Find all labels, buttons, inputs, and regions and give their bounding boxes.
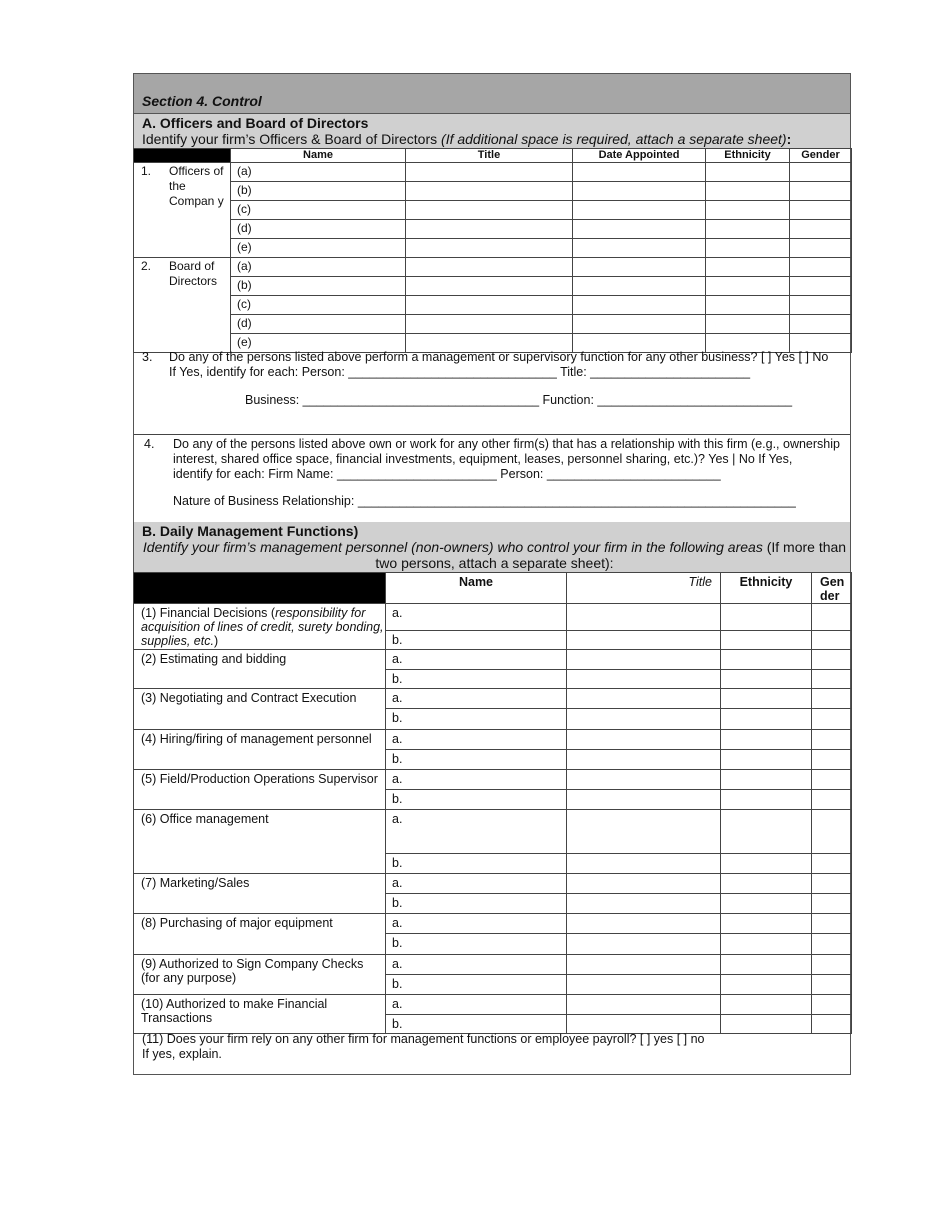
- function-row: [134, 914, 852, 934]
- management-functions-table: [133, 572, 852, 1034]
- ethnicity-cell[interactable]: [706, 163, 790, 182]
- name-cell[interactable]: b.: [386, 670, 567, 689]
- ethnicity-cell[interactable]: [721, 770, 812, 790]
- name-cell[interactable]: b.: [386, 790, 567, 810]
- gender-cell[interactable]: [812, 709, 852, 730]
- part-a-instruction: Identify your firm’s Officers & Board of Directors (If additional space is required, attach a separate sheet):: [142, 131, 792, 147]
- function-row: [134, 955, 852, 975]
- ethnicity-cell[interactable]: [721, 934, 812, 955]
- name-cell[interactable]: a.: [386, 730, 567, 750]
- gender-cell[interactable]: [812, 854, 852, 874]
- name-cell[interactable]: b.: [386, 934, 567, 955]
- gender-cell[interactable]: [790, 220, 852, 239]
- gender-cell[interactable]: [812, 874, 852, 894]
- gender-cell[interactable]: [812, 631, 852, 650]
- gender-cell[interactable]: [812, 934, 852, 955]
- gender-cell[interactable]: [790, 182, 852, 201]
- title-cell[interactable]: [406, 201, 573, 220]
- gender-cell[interactable]: [812, 689, 852, 709]
- q3-divider: [134, 434, 850, 435]
- title-cell[interactable]: [567, 790, 721, 810]
- col-name: Name: [386, 573, 567, 604]
- ethnicity-cell[interactable]: [721, 1015, 812, 1034]
- col-title: Title: [567, 573, 721, 604]
- name-cell[interactable]: b.: [386, 894, 567, 914]
- date-appointed-cell[interactable]: [573, 182, 706, 201]
- function-label: (7) Marketing/Sales: [134, 874, 386, 914]
- title-cell[interactable]: [406, 182, 573, 201]
- gender-cell[interactable]: [812, 604, 852, 631]
- officer-row: [134, 220, 852, 239]
- ethnicity-cell[interactable]: [721, 914, 812, 934]
- function-label: (1) Financial Decisions (responsibility for acquisition of lines of credit, surety bonding, supplies, etc.): [134, 604, 386, 650]
- ethnicity-cell[interactable]: [721, 750, 812, 770]
- function-label: (5) Field/Production Operations Supervisor: [134, 770, 386, 810]
- title-cell[interactable]: [406, 277, 573, 296]
- date-appointed-cell[interactable]: [573, 277, 706, 296]
- ethnicity-cell[interactable]: [721, 854, 812, 874]
- name-cell[interactable]: (a): [231, 163, 406, 182]
- name-cell[interactable]: (b): [231, 182, 406, 201]
- function-row: [134, 810, 852, 854]
- ethnicity-cell[interactable]: [706, 296, 790, 315]
- group-number: 2.: [141, 259, 152, 273]
- ethnicity-cell[interactable]: [721, 995, 812, 1015]
- ethnicity-cell[interactable]: [721, 670, 812, 689]
- function-label: (9) Authorized to Sign Company Checks (for any purpose): [134, 955, 386, 995]
- date-appointed-cell[interactable]: [573, 163, 706, 182]
- col-name: Name: [231, 149, 406, 163]
- gender-cell[interactable]: [790, 163, 852, 182]
- name-cell[interactable]: a.: [386, 770, 567, 790]
- gender-cell[interactable]: [790, 315, 852, 334]
- name-cell[interactable]: (b): [231, 277, 406, 296]
- title-cell[interactable]: [567, 975, 721, 995]
- group-board: [134, 258, 231, 353]
- officers-table: [133, 148, 852, 353]
- part-b-instruction: Identify your firm’s management personnel (non-owners) who control your firm in the following areas (If more than two persons, attach a separate sheet):: [142, 539, 847, 571]
- function-label: (4) Hiring/firing of management personnel: [134, 730, 386, 770]
- title-cell[interactable]: [406, 239, 573, 258]
- name-cell[interactable]: a.: [386, 955, 567, 975]
- title-cell[interactable]: [406, 220, 573, 239]
- title-cell[interactable]: [567, 709, 721, 730]
- name-cell[interactable]: b.: [386, 709, 567, 730]
- officer-row: [134, 315, 852, 334]
- name-cell[interactable]: (d): [231, 315, 406, 334]
- gender-cell[interactable]: [812, 995, 852, 1015]
- function-row: [134, 995, 852, 1015]
- gender-cell[interactable]: [790, 258, 852, 277]
- ethnicity-cell[interactable]: [706, 182, 790, 201]
- name-cell[interactable]: (e): [231, 334, 406, 353]
- section-title-bar: [134, 74, 850, 114]
- title-cell[interactable]: [567, 874, 721, 894]
- gender-cell[interactable]: [812, 650, 852, 670]
- name-cell[interactable]: a.: [386, 810, 567, 854]
- name-cell[interactable]: a.: [386, 689, 567, 709]
- name-cell[interactable]: a.: [386, 995, 567, 1015]
- title-cell[interactable]: [567, 670, 721, 689]
- title-cell[interactable]: [406, 315, 573, 334]
- title-cell[interactable]: [567, 750, 721, 770]
- officer-row: [134, 182, 852, 201]
- name-cell[interactable]: b.: [386, 1015, 567, 1034]
- part-a-header: [134, 114, 850, 148]
- function-label: (3) Negotiating and Contract Execution: [134, 689, 386, 730]
- name-cell[interactable]: (e): [231, 239, 406, 258]
- name-cell[interactable]: a.: [386, 604, 567, 631]
- col-gender: Gender: [790, 149, 852, 163]
- ethnicity-cell[interactable]: [706, 277, 790, 296]
- date-appointed-cell[interactable]: [573, 239, 706, 258]
- title-cell[interactable]: [567, 770, 721, 790]
- col-ethnicity: Ethnicity: [706, 149, 790, 163]
- gender-cell[interactable]: [812, 894, 852, 914]
- title-cell[interactable]: [567, 604, 721, 631]
- ethnicity-cell[interactable]: [706, 239, 790, 258]
- ethnicity-cell[interactable]: [721, 631, 812, 650]
- part-b-heading: B. Daily Management Functions): [142, 523, 359, 539]
- officer-row: [134, 296, 852, 315]
- gender-cell[interactable]: [812, 975, 852, 995]
- name-cell[interactable]: a.: [386, 650, 567, 670]
- function-row: [134, 874, 852, 894]
- part-a-heading: A. Officers and Board of Directors: [142, 115, 369, 131]
- title-cell[interactable]: [406, 163, 573, 182]
- name-cell[interactable]: b.: [386, 631, 567, 650]
- gender-cell[interactable]: [790, 239, 852, 258]
- section-title: Section 4. Control: [142, 93, 262, 109]
- title-cell[interactable]: [567, 995, 721, 1015]
- title-cell[interactable]: [567, 854, 721, 874]
- part-b-header: [134, 522, 850, 572]
- function-row: [134, 604, 852, 631]
- header-blank: [134, 149, 231, 163]
- title-cell[interactable]: [567, 914, 721, 934]
- ethnicity-cell[interactable]: [721, 955, 812, 975]
- col-ethnicity: Ethnicity: [721, 573, 812, 604]
- ethnicity-cell[interactable]: [721, 730, 812, 750]
- function-row: [134, 650, 852, 670]
- gender-cell[interactable]: [812, 770, 852, 790]
- gender-cell[interactable]: [812, 955, 852, 975]
- title-cell[interactable]: [567, 689, 721, 709]
- name-cell[interactable]: a.: [386, 874, 567, 894]
- function-row: [134, 730, 852, 750]
- function-label: (6) Office management: [134, 810, 386, 874]
- function-row: [134, 770, 852, 790]
- question-11: (11) Does your firm rely on any other firm for management functions or employee payroll? [ ] yes [ ] no If yes, explain.: [142, 1032, 705, 1061]
- ethnicity-cell[interactable]: [721, 790, 812, 810]
- gender-cell[interactable]: [812, 790, 852, 810]
- ethnicity-cell[interactable]: [721, 709, 812, 730]
- group-number: 1.: [141, 164, 152, 178]
- officer-row: [134, 163, 852, 182]
- section-4-form: Section 4. Control A. Officers and Board of Directors Identify your firm’s Officers & Board of Directors (If additional space is required, attach a separate sheet): Name Title Date Appointed Ethnicity Gender 1. Officers of the Compan y (a) (b) (c) (d) (e) 2. Board of Directors (a) (b) (c) (d) (e) 3. Do any of the persons listed above perform a management or supervisory function for any other business? [ ] Yes [ ] No If Yes, identify for each: Person: ______________________________ Title: _______________________ Business: __________________________________ Function: ____________________________ 4. Do any of the persons listed above own or work for any other firm(s) that has a relationship with this firm (e.g., ownership interest, shared office space, financial investments, equipment, leases, personnel sharing, etc.)? Yes | No If Yes, identify for each: Firm Name: _______________________ Person: _________________________ Nature of Business Relationship: _______________________________________________________________ B. Daily Management Functions) Identify your firm’s management personnel (non-owners) who control your firm in the following areas (If more than two persons, attach a separate sheet): Name Title Ethnicity Gen der (1) Financial Decisions (responsibility for acquisition of lines of credit, surety bonding, supplies, etc.) a. b. (2) Estimating and bidding a. b. (3) Negotiating and Contract Execution a. b. (4) Hiring/firing of management personnel a. b. (5) Field/Production Operations Supervisor a. b. (6) Office management a. b. (7) Marketing/Sales a. b. (8) Purchasing of major equipment a. b. (9) Authorized to Sign Company Checks (for any purpose) a. b. (10) Authorized to make Financial Transactions a. b. (11) Does your firm rely on any other firm for management functions or employee payroll? [ ] yes [ ] no If yes, explain.: [133, 73, 851, 1075]
- gender-cell[interactable]: [812, 810, 852, 854]
- name-cell[interactable]: (c): [231, 201, 406, 220]
- name-cell[interactable]: a.: [386, 914, 567, 934]
- function-row: [134, 689, 852, 709]
- gender-cell[interactable]: [790, 296, 852, 315]
- col-date-appointed: Date Appointed: [573, 149, 706, 163]
- title-cell[interactable]: [567, 955, 721, 975]
- title-cell[interactable]: [567, 631, 721, 650]
- name-cell[interactable]: (d): [231, 220, 406, 239]
- officer-row: [134, 258, 852, 277]
- group-label: Board of Directors: [169, 259, 218, 288]
- group-officers: [134, 163, 231, 258]
- title-cell[interactable]: [406, 258, 573, 277]
- ethnicity-cell[interactable]: [721, 650, 812, 670]
- header-blank: [134, 573, 386, 604]
- name-cell[interactable]: b.: [386, 750, 567, 770]
- gender-cell[interactable]: [812, 1015, 852, 1034]
- title-cell[interactable]: [567, 894, 721, 914]
- title-cell[interactable]: [567, 1015, 721, 1034]
- title-cell[interactable]: [567, 650, 721, 670]
- ethnicity-cell[interactable]: [706, 315, 790, 334]
- date-appointed-cell[interactable]: [573, 296, 706, 315]
- ethnicity-cell[interactable]: [721, 874, 812, 894]
- ethnicity-cell[interactable]: [721, 689, 812, 709]
- date-appointed-cell[interactable]: [573, 258, 706, 277]
- date-appointed-cell[interactable]: [573, 315, 706, 334]
- gender-cell[interactable]: [790, 201, 852, 220]
- ethnicity-cell[interactable]: [721, 894, 812, 914]
- gender-cell[interactable]: [812, 914, 852, 934]
- ethnicity-cell[interactable]: [721, 975, 812, 995]
- ethnicity-cell[interactable]: [721, 810, 812, 854]
- ethnicity-cell[interactable]: [721, 604, 812, 631]
- gender-cell[interactable]: [790, 277, 852, 296]
- ethnicity-cell[interactable]: [706, 201, 790, 220]
- name-cell[interactable]: (c): [231, 296, 406, 315]
- title-cell[interactable]: [567, 934, 721, 955]
- function-label: (2) Estimating and bidding: [134, 650, 386, 689]
- ethnicity-cell[interactable]: [706, 258, 790, 277]
- gender-cell[interactable]: [812, 670, 852, 689]
- ethnicity-cell[interactable]: [706, 220, 790, 239]
- col-gender: Gen der: [812, 573, 852, 604]
- date-appointed-cell[interactable]: [573, 220, 706, 239]
- function-label: (8) Purchasing of major equipment: [134, 914, 386, 955]
- officer-row: [134, 201, 852, 220]
- title-cell[interactable]: [567, 810, 721, 854]
- name-cell[interactable]: (a): [231, 258, 406, 277]
- function-label: (10) Authorized to make Financial Transactions: [134, 995, 386, 1034]
- col-title: Title: [406, 149, 573, 163]
- title-cell[interactable]: [567, 730, 721, 750]
- gender-cell[interactable]: [812, 750, 852, 770]
- officer-row: [134, 239, 852, 258]
- gender-cell[interactable]: [812, 730, 852, 750]
- officer-row: [134, 277, 852, 296]
- date-appointed-cell[interactable]: [573, 201, 706, 220]
- group-label: Officers of the Compan y: [169, 164, 224, 208]
- name-cell[interactable]: b.: [386, 975, 567, 995]
- title-cell[interactable]: [406, 296, 573, 315]
- name-cell[interactable]: b.: [386, 854, 567, 874]
